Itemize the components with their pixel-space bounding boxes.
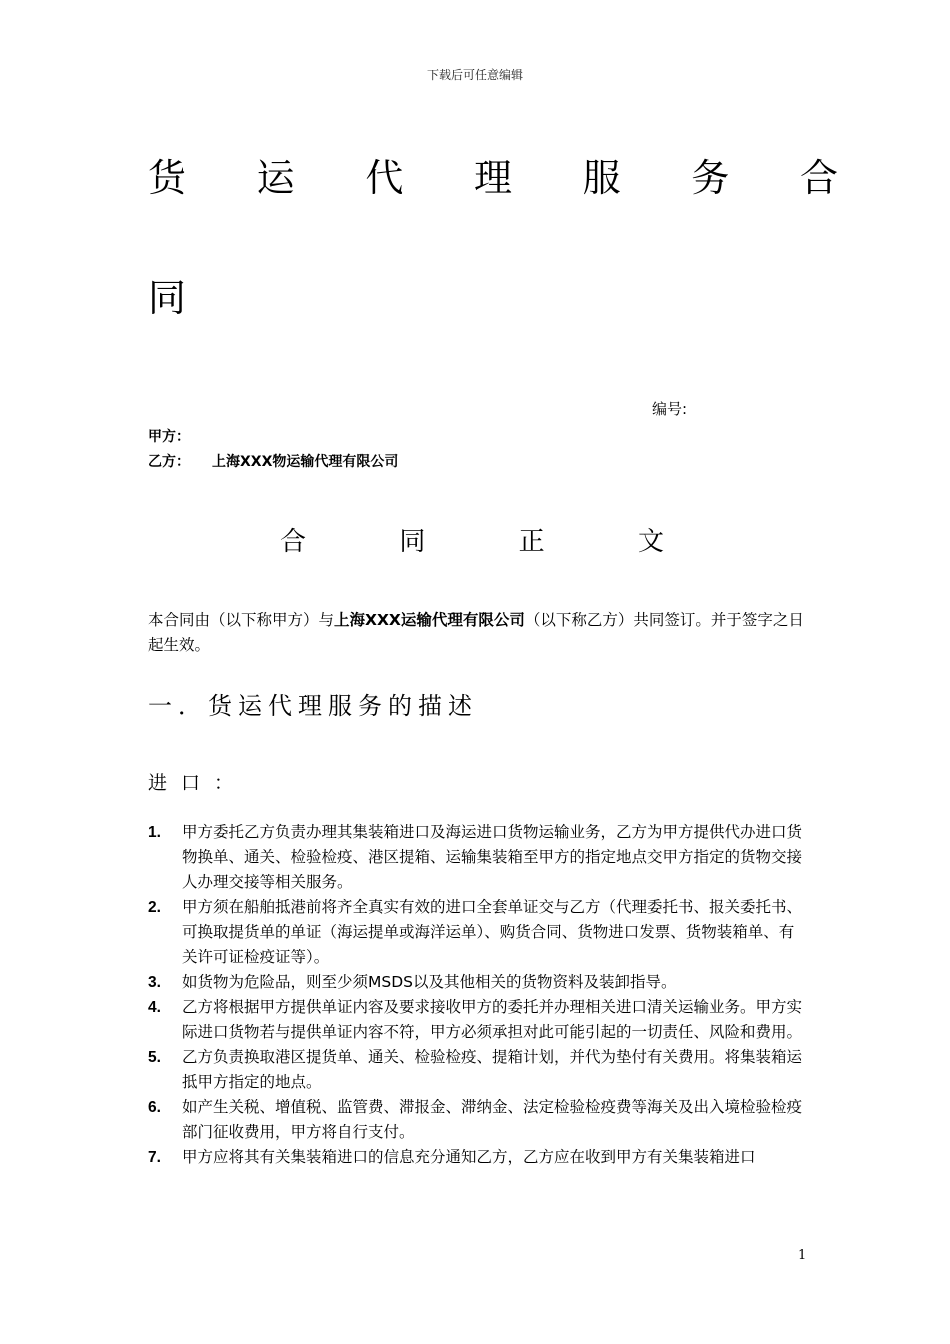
intro-paragraph — [148, 608, 804, 658]
party-b-name: 上海XXX物运输代理有限公司 — [212, 454, 399, 470]
subtitle-char: 同 — [399, 527, 426, 557]
item-text: 甲方委托乙方负责办理其集装箱进口及海运进口货物运输业务，乙方为甲方提供代办进口货物换单、通关、检验检疫、港区提箱、运输集装箱至甲方的指定地点交甲方指定的货物交接人办理交接等相关服务。 — [182, 823, 803, 891]
title-char: 务 — [691, 156, 730, 200]
title-char: 服 — [582, 156, 621, 200]
title-char: 理 — [473, 156, 512, 200]
title-char: 运 — [256, 156, 295, 200]
list-item — [148, 995, 804, 1045]
title-char: 货 — [148, 156, 187, 200]
subtitle-char: 正 — [518, 527, 545, 557]
title-char: 代 — [365, 156, 404, 200]
list-item — [148, 1145, 804, 1170]
contract-title — [148, 152, 838, 204]
item-text: 甲方应将其有关集装箱进口的信息充分通知乙方，乙方应在收到甲方有关集装箱进口 — [182, 1148, 756, 1166]
title-char-last: 同 — [148, 276, 187, 320]
item-number: 6. — [148, 1099, 161, 1116]
subtitle-char: 文 — [637, 527, 664, 557]
contract-body-heading — [280, 522, 664, 562]
import-label: 进口： — [148, 772, 248, 794]
item-number: 2. — [148, 899, 161, 916]
section-title: 一．货运代理服务的描述 — [148, 692, 478, 720]
list-item — [148, 820, 804, 895]
subtitle-char: 合 — [280, 527, 307, 557]
page-number: 1 — [798, 1248, 807, 1263]
item-text: 乙方将根据甲方提供单证内容及要求接收甲方的委托并办理相关进口清关运输业务。甲方实际进口货物若与提供单证内容不符，甲方必须承担对此可能引起的一切责任、风险和费用。 — [182, 998, 803, 1041]
party-b-label: 乙方： — [148, 454, 190, 470]
item-number: 5. — [148, 1049, 161, 1066]
item-number: 3. — [148, 974, 161, 991]
contract-number-label: 编号: — [652, 400, 688, 418]
clause-list — [148, 820, 804, 1170]
item-text: 如货物为危险品，则至少须MSDS以及其他相关的货物资料及装卸指导。 — [182, 973, 677, 991]
item-number: 4. — [148, 999, 161, 1016]
intro-part2: （以下称乙方）共同签订。并于签字之日起生效。 — [148, 611, 804, 654]
item-number: 1. — [148, 824, 161, 841]
list-item — [148, 895, 804, 970]
title-char: 合 — [799, 156, 838, 200]
item-number: 7. — [148, 1149, 161, 1166]
intro-company: 上海XXX运输代理有限公司 — [334, 611, 525, 629]
party-b — [148, 451, 398, 471]
party-a-label: 甲方： — [148, 429, 190, 445]
page-header: 下载后可任意编辑 — [426, 68, 523, 82]
list-item — [148, 970, 804, 995]
item-text: 甲方须在船舶抵港前将齐全真实有效的进口全套单证交与乙方（代理委托书、报关委托书、可换取提货单的单证（海运提单或海洋运单）、购货合同、货物进口发票、货物装箱单、有关许可证检疫证等）。 — [182, 898, 803, 966]
list-item — [148, 1045, 804, 1095]
list-item — [148, 1095, 804, 1145]
item-text: 如产生关税、增值税、监管费、滞报金、滞纳金、法定检验检疫费等海关及出入境检验检疫部门征收费用，甲方将自行支付。 — [182, 1098, 803, 1141]
intro-part1: 本合同由（以下称甲方）与 — [148, 611, 335, 629]
item-text: 乙方负责换取港区提货单、通关、检验检疫、提箱计划，并代为垫付有关费用。将集装箱运抵甲方指定的地点。 — [182, 1048, 803, 1091]
